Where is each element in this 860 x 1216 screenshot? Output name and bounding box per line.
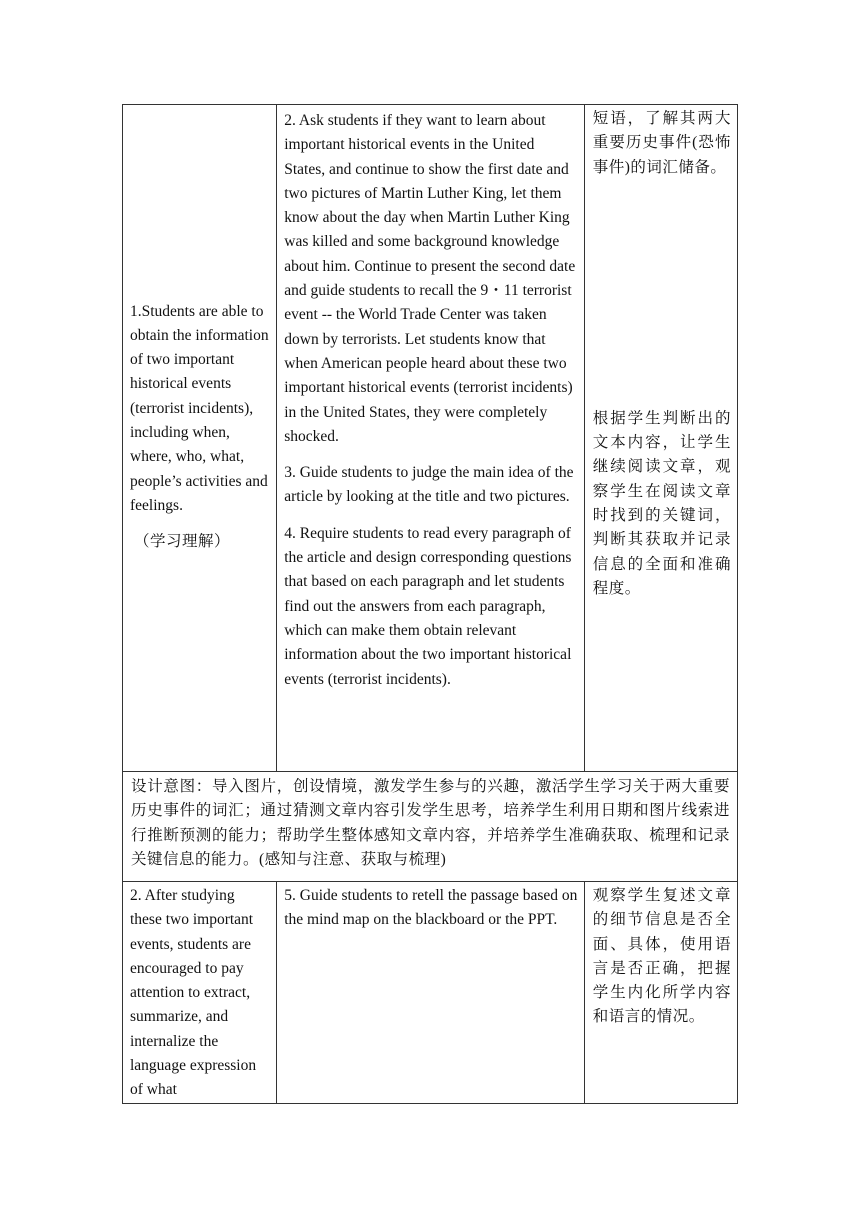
table-row [123, 105, 738, 772]
design-intent-cell [123, 772, 738, 882]
lesson-plan-table [122, 104, 738, 1104]
assessment-text: 观察学生复述文章的细节信息是否全面、具体，使用语言是否正确，把握学生内化所学内容和语言的情况。 [592, 887, 731, 1026]
table-row [123, 882, 738, 1104]
design-intent-text: 设计意图：导入图片，创设情境，激发学生参与的兴趣，激活学生学习关于两大重要历史事件的词汇；通过猜测文章内容引发学生思考，培养学生利用日期和图片线索进行推断预测的能力；帮助学生整体感知文章内容，并培养学生准确获取、梳理和记录关键信息的能力。(感知与注意、获取与梳理) [131, 778, 730, 868]
steps-cell [277, 105, 585, 772]
objective-cell [123, 105, 277, 772]
objective-cell [123, 882, 277, 1104]
step-5: 5. Guide students to retell the passage based on the mind map on the blackboard or the PPT. [284, 887, 578, 929]
assessment-cell [584, 882, 737, 1104]
objective-text: 2. After studying these two important events, students are encouraged to pay attention to extract, summarize, and internalize the language expression of what [130, 887, 257, 1099]
assessment-cell [584, 105, 737, 772]
step-3: 3. Guide students to judge the main idea of the article by looking at the title and two pictures. [284, 464, 574, 506]
step-4: 4. Require students to read every paragraph of the article and design corresponding questions that based on each paragraph and let students find out the answers from each paragraph, which can make them obtain relevant information about the two important historical events (terrorist incidents). [284, 524, 572, 688]
steps-cell [277, 882, 585, 1104]
step-2: 2. Ask students if they want to learn about important historical events in the United States, and continue to show the first date and two pictures of Martin Luther King, let them know about the day when Martin Luther King was killed and some background knowledge about him. Continue to present the second date and guide students to recall the 9・11 terrorist event -- the World Trade Center was taken down by terrorists. Let students know that when American people heard about these two important historical events (terrorist incidents) in the United States, they were completely shocked. [284, 112, 576, 445]
assessment-bottom: 根据学生判断出的文本内容，让学生继续阅读文章，观察学生在阅读文章时找到的关键词，判断其获取并记录信息的全面和准确程度。 [592, 409, 731, 597]
objective-tag: （学习理解） [134, 533, 231, 551]
objective-text: 1.Students are able to obtain the information of two important historical events (terrorist incidents), including when, where, who, what, people’s activities and feelings. [130, 302, 269, 514]
assessment-top: 短语，了解其两大重要历史事件(恐怖事件)的词汇储备。 [592, 110, 731, 176]
table-row [123, 772, 738, 882]
